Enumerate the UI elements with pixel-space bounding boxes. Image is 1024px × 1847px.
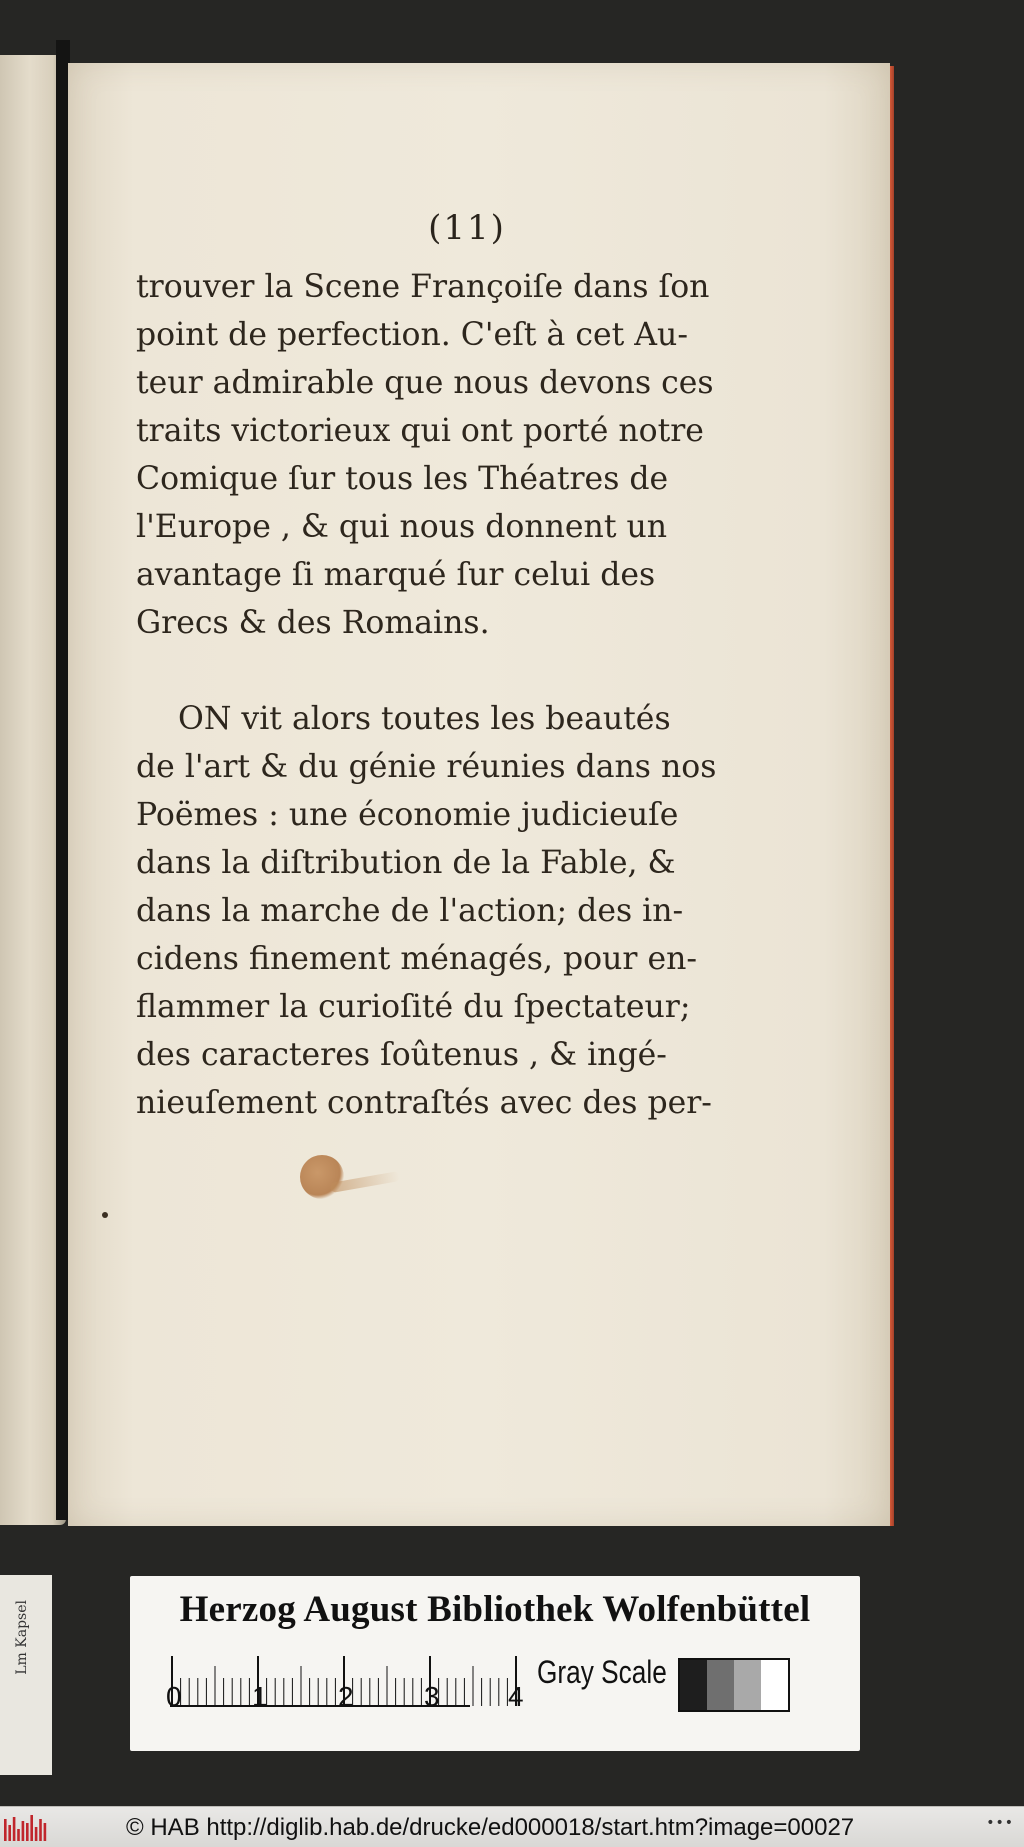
ruler-number: 4 xyxy=(508,1681,524,1712)
text-line: Poëmes : une économie judicieuſe xyxy=(136,797,679,833)
ruler-number: 3 xyxy=(424,1681,440,1712)
paper-stain xyxy=(300,1155,344,1199)
logo-bar xyxy=(39,1819,42,1841)
color-calibration-card xyxy=(130,1576,860,1751)
text-line: Grecs & des Romains. xyxy=(136,605,490,641)
text-line: trouver la Scene Françoiſe dans ſon xyxy=(136,269,710,305)
logo-bar xyxy=(13,1817,16,1841)
text-line: avantage ſi marqué ſur celui des xyxy=(136,557,656,593)
viewer-footer xyxy=(0,1806,1024,1847)
logo-bar xyxy=(4,1819,7,1841)
logo-bar xyxy=(44,1823,47,1841)
gray-scale-swatches xyxy=(678,1658,790,1712)
text-line: traits victorieux qui ont porté notre xyxy=(136,413,704,449)
text-line: point de perfection. C'eſt à cet Au- xyxy=(136,317,688,353)
logo-bar xyxy=(8,1825,11,1841)
text-line: dans la diſtribution de la Fable, & xyxy=(136,845,676,881)
logo-bar xyxy=(17,1829,20,1841)
text-line: Comique ſur tous les Théatres de xyxy=(136,461,669,497)
logo-bar xyxy=(35,1827,38,1841)
gray-scale-label: Gray Scale xyxy=(537,1654,667,1690)
ruler-number: 2 xyxy=(338,1681,354,1712)
book-page xyxy=(68,63,890,1526)
logo-bar xyxy=(26,1823,29,1841)
text-line: l'Europe , & qui nous donnent un xyxy=(136,509,668,545)
card-title: Herzog August Bibliothek Wolfenbüttel xyxy=(179,1589,811,1630)
page-text xyxy=(136,263,717,1127)
text-line: flammer la curioſité du ſpectateur; xyxy=(136,989,691,1025)
gray-swatch xyxy=(761,1660,788,1710)
copyright-url[interactable]: © HAB http://diglib.hab.de/drucke/ed000018/start.htm?image=00027 xyxy=(126,1814,855,1841)
shelf-label-text: Lm Kapsel xyxy=(14,1600,30,1675)
gray-swatch xyxy=(734,1660,761,1710)
text-line: nieuſement contraſtés avec des per- xyxy=(136,1085,712,1121)
text-line: cidens finement ménagés, pour en- xyxy=(136,941,698,977)
paragraph-2 xyxy=(136,695,717,1127)
gray-swatch xyxy=(680,1660,707,1710)
text-line: de l'art & du génie réunies dans nos xyxy=(136,749,717,785)
gray-swatch xyxy=(707,1660,734,1710)
paragraph-1 xyxy=(136,263,714,647)
text-line: teur admirable que nous devons ces xyxy=(136,365,714,401)
logo-bar xyxy=(22,1821,25,1841)
hab-logo-icon xyxy=(4,1815,48,1841)
text-line: ON vit alors toutes les beautés xyxy=(178,701,671,737)
logo-bar xyxy=(30,1815,33,1841)
text-line: des caracteres ſoûtenus , & ingé- xyxy=(136,1037,667,1073)
text-line: dans la marche de l'action; des in- xyxy=(136,893,684,929)
paper-speck xyxy=(102,1212,108,1218)
ruler-number: 1 xyxy=(252,1681,268,1712)
more-options-icon[interactable]: ••• xyxy=(986,1815,1014,1831)
ruler-number: 0 xyxy=(166,1681,182,1712)
page-number: (11) xyxy=(428,208,506,248)
